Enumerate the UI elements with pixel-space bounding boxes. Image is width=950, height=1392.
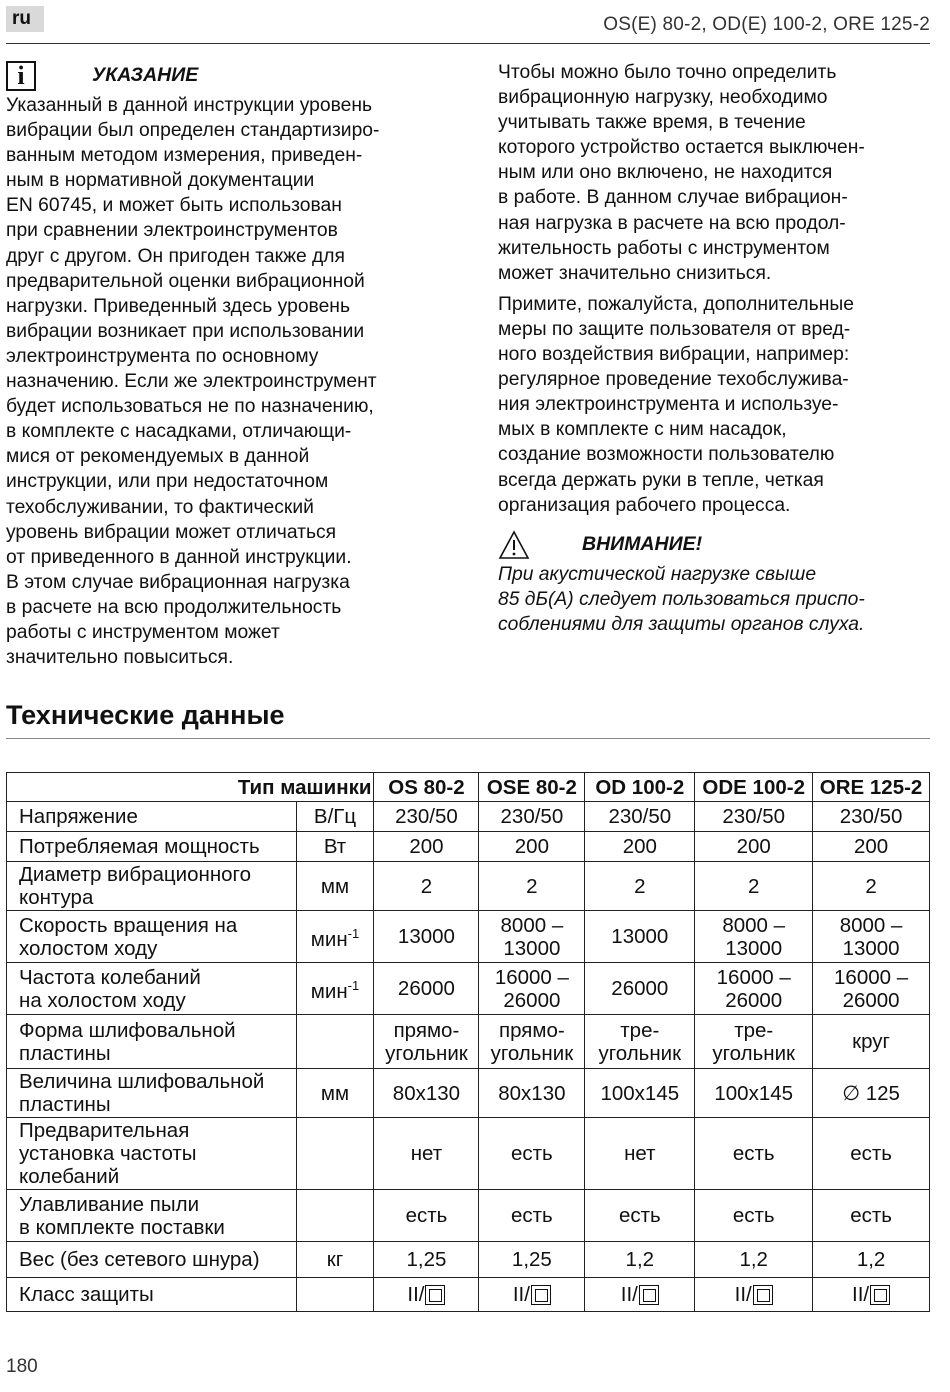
value-line: 80x130 xyxy=(498,1081,566,1105)
parameter-name-line: на холостом ходу xyxy=(19,988,186,1012)
right-paragraph-1-line: ная нагрузка в расчете на всю продол- xyxy=(498,212,846,234)
spec-value xyxy=(374,1069,479,1118)
value-line: 2 xyxy=(634,874,646,898)
spec-table xyxy=(6,772,930,1312)
note-line: в комплекте с насадками, отличающи- xyxy=(6,421,352,443)
note-line: будет использоваться не по назначению, xyxy=(6,396,374,418)
value-line: 200 xyxy=(514,835,549,858)
value-line: 16000 – xyxy=(716,965,791,989)
parameter-name-line: Скорость вращения на xyxy=(19,913,238,937)
value-line: угольник xyxy=(598,1041,682,1065)
value-line: 26000 xyxy=(611,977,669,1000)
spec-value xyxy=(813,802,930,832)
spec-value xyxy=(374,862,479,911)
header-models: OS(E) 80-2, OD(E) 100-2, ORE 125-2 xyxy=(603,14,930,35)
parameter-name-line: Потребляемая мощность xyxy=(19,835,260,858)
value-line: 13000 xyxy=(842,936,900,960)
note-line: от приведенного в данной инструкции. xyxy=(6,546,352,568)
spec-parameter-name xyxy=(7,963,297,1015)
value-line: 1,2 xyxy=(739,1248,768,1271)
model-header: ORE 125-2 xyxy=(813,773,930,802)
spec-value xyxy=(695,862,813,911)
parameter-name-line: холостом ходу xyxy=(19,936,158,960)
spec-row xyxy=(7,1015,930,1069)
note-line: мися от рекомендуемых в данной xyxy=(6,446,310,468)
double-insulation-icon xyxy=(753,1285,773,1305)
value-line: 200 xyxy=(736,835,771,858)
spec-value xyxy=(695,1190,813,1242)
note-line: вибрации возникает при использовании xyxy=(6,320,365,342)
spec-value xyxy=(813,862,930,911)
right-paragraph-1-line: Чтобы можно было точно определить xyxy=(498,62,837,83)
spec-row xyxy=(7,911,930,963)
right-paragraph-1-line: которого устройство остается выключен- xyxy=(498,137,865,159)
spec-value xyxy=(479,802,585,832)
note-line: работы с инструментом может xyxy=(6,621,280,643)
spec-parameter-name xyxy=(7,1118,297,1190)
spec-unit xyxy=(296,1278,374,1312)
spec-value xyxy=(374,802,479,832)
spec-value: II/ xyxy=(479,1278,585,1312)
right-paragraph-1-line: может значительно снизиться. xyxy=(498,262,772,284)
spec-value xyxy=(479,1118,585,1190)
warning-text xyxy=(498,562,938,637)
note-line: при сравнении электроинструментов xyxy=(6,220,338,242)
spec-value xyxy=(585,963,695,1015)
spec-unit: мин$^{-1}$ xyxy=(296,963,374,1015)
right-paragraph-1-line: учитывать также время, в течение xyxy=(498,112,806,134)
value-line: 2 xyxy=(865,874,877,898)
spec-value xyxy=(374,1118,479,1190)
right-paragraph-2-line: ния электроинструмента и используе- xyxy=(498,394,839,416)
language-badge: ru xyxy=(6,6,44,32)
spec-parameter-name xyxy=(7,832,297,862)
warning-line: При акустической нагрузке свыше xyxy=(498,563,817,585)
model-header: OD 100-2 xyxy=(585,773,695,802)
spec-value xyxy=(479,1242,585,1278)
spec-parameter-name xyxy=(7,1015,297,1069)
value-line: 1,25 xyxy=(511,1248,552,1271)
right-paragraph-2 xyxy=(498,292,938,518)
spec-row xyxy=(7,963,930,1015)
page-number: 180 xyxy=(6,1356,38,1377)
spec-value xyxy=(695,1242,813,1278)
value-line: 26000 xyxy=(397,977,455,1000)
double-insulation-icon xyxy=(425,1285,445,1305)
spec-value xyxy=(813,1190,930,1242)
spec-value xyxy=(479,832,585,862)
spec-row xyxy=(7,1242,930,1278)
value-line: 2 xyxy=(420,874,433,898)
value-line: 13000 xyxy=(503,936,561,960)
spec-parameter-name xyxy=(7,862,297,911)
spec-row xyxy=(7,1190,930,1242)
value-line: 230/50 xyxy=(722,805,786,828)
note-column xyxy=(6,60,446,670)
value-line: 1,2 xyxy=(625,1248,655,1271)
value-line: 13000 xyxy=(725,936,783,960)
warning-title: ВНИМАНИЕ! xyxy=(582,533,703,556)
right-paragraph-1-line: ным или оно включено, не находится xyxy=(498,162,833,184)
parameter-name-line: Напряжение xyxy=(19,805,138,828)
value-line: 2 xyxy=(526,874,538,898)
value-line: 1,25 xyxy=(406,1248,447,1271)
value-line: 230/50 xyxy=(608,805,672,828)
double-insulation-icon xyxy=(870,1285,890,1305)
parameter-name-line: установка частоты xyxy=(19,1142,197,1165)
spec-value xyxy=(585,911,695,963)
value-line: есть xyxy=(850,1204,892,1227)
spec-value: II/ xyxy=(695,1278,813,1312)
warning-heading xyxy=(498,528,938,562)
value-line: угольник xyxy=(712,1041,796,1065)
spec-value: II/ xyxy=(374,1278,479,1312)
spec-value xyxy=(695,832,813,862)
parameter-name-line: пластины xyxy=(19,1093,111,1116)
parameter-name-line: контура xyxy=(19,886,94,909)
machine-type-label: Тип машинки xyxy=(7,773,374,802)
spec-value: II/ xyxy=(813,1278,930,1312)
spec-parameter-name xyxy=(7,802,297,832)
value-line: есть xyxy=(511,1142,553,1165)
info-icon: i xyxy=(6,61,36,91)
note-line: техобслуживании, то фактический xyxy=(6,496,314,518)
warning-line: 85 дБ(А) следует пользоваться приспо- xyxy=(498,588,865,610)
parameter-name-line: Величина шлифовальной xyxy=(19,1070,265,1093)
right-paragraph-2-line: ного воздействия вибрации, например: xyxy=(498,344,850,366)
spec-value xyxy=(813,1118,930,1190)
value-line: прямо- xyxy=(499,1018,565,1042)
spec-value xyxy=(813,911,930,963)
spec-value xyxy=(374,1242,479,1278)
parameter-name-line: Вес (без сетевого шнура) xyxy=(19,1248,260,1271)
spec-value xyxy=(813,1015,930,1069)
spec-unit: мм xyxy=(296,862,374,911)
warning-triangle-icon xyxy=(498,530,530,560)
spec-value xyxy=(585,802,695,832)
spec-unit: мин$^{-1}$ xyxy=(296,911,374,963)
spec-value xyxy=(585,1190,695,1242)
spec-parameter-name xyxy=(7,1069,297,1118)
spec-value xyxy=(813,1242,930,1278)
right-paragraph-1-line: в работе. В данном случае вибрацион- xyxy=(498,187,848,209)
value-line: 13000 xyxy=(397,925,455,948)
spec-value xyxy=(479,963,585,1015)
spec-value xyxy=(695,1015,813,1069)
note-line: электроинструмента по основному xyxy=(6,345,319,367)
note-line: EN 60745, и может быть использован xyxy=(6,195,342,217)
right-paragraph-2-line: меры по защите пользователя от вред- xyxy=(498,318,851,340)
spec-unit xyxy=(296,1190,374,1242)
parameter-name-line: Класс защиты xyxy=(19,1283,154,1306)
spec-value xyxy=(479,1015,585,1069)
value-line: прямо- xyxy=(393,1018,460,1042)
spec-value xyxy=(813,963,930,1015)
parameter-name-line: колебаний xyxy=(19,1165,120,1188)
note-heading xyxy=(6,60,446,92)
note-title: УКАЗАНИЕ xyxy=(92,64,199,87)
value-line: есть xyxy=(850,1142,892,1165)
header-divider xyxy=(6,43,930,44)
note-line: Указанный в данной инструкции уровень xyxy=(6,95,373,116)
value-line: тре- xyxy=(620,1018,660,1042)
right-paragraph-1 xyxy=(498,60,938,286)
spec-value xyxy=(585,832,695,862)
model-header: ODE 100-2 xyxy=(695,773,813,802)
spec-value xyxy=(479,1069,585,1118)
spec-row xyxy=(7,862,930,911)
spec-value xyxy=(374,911,479,963)
value-line: есть xyxy=(732,1142,775,1165)
note-line: В этом случае вибрационная нагрузка xyxy=(6,571,350,593)
value-line: 80x130 xyxy=(392,1081,461,1105)
model-header: OSE 80-2 xyxy=(479,773,585,802)
spec-row xyxy=(7,1278,930,1312)
note-text xyxy=(6,93,446,670)
spec-unit: Вт xyxy=(296,832,374,862)
note-line: в расчете на всю продолжительность xyxy=(6,596,342,618)
spec-value xyxy=(585,862,695,911)
note-line: назначению. Если же электроинструмент xyxy=(6,371,377,393)
note-line: ным в нормативной документации xyxy=(6,170,315,192)
value-line: 230/50 xyxy=(839,805,903,828)
value-line: 200 xyxy=(622,835,657,858)
note-line: предварительной оценки вибрационной xyxy=(6,270,365,292)
value-line: угольник xyxy=(385,1041,468,1065)
value-line: 8000 – xyxy=(722,913,786,937)
parameter-name-line: Форма шлифовальной xyxy=(19,1018,236,1042)
value-line: 26000 xyxy=(842,988,900,1012)
note-line: друг с другом. Он пригоден также для xyxy=(6,245,346,267)
note-line: ванным методом измерения, приведен- xyxy=(6,145,363,167)
value-line: есть xyxy=(511,1204,553,1227)
value-line: 16000 – xyxy=(494,965,569,989)
spec-value xyxy=(585,1242,695,1278)
spec-value xyxy=(695,802,813,832)
right-paragraph-2-line: всегда держать руки в тепле, четкая xyxy=(498,469,824,491)
right-paragraph-2-line: регулярное проведение техобслужива- xyxy=(498,369,849,391)
value-line: 26000 xyxy=(725,988,783,1012)
value-line: есть xyxy=(732,1204,775,1227)
parameter-name-line: пластины xyxy=(19,1041,111,1065)
value-line: 200 xyxy=(853,835,889,858)
spec-parameter-name xyxy=(7,1190,297,1242)
spec-value xyxy=(695,1069,813,1118)
spec-value xyxy=(374,832,479,862)
note-line: нагрузки. Приведенный здесь уровень xyxy=(6,295,350,317)
value-line: 8000 – xyxy=(839,913,903,937)
note-line: уровень вибрации может отличаться xyxy=(6,521,337,543)
spec-value xyxy=(585,1015,695,1069)
spec-unit: кг xyxy=(296,1242,374,1278)
spec-value xyxy=(374,1190,479,1242)
spec-row xyxy=(7,1118,930,1190)
value-line: 2 xyxy=(748,874,760,898)
spec-value xyxy=(695,1118,813,1190)
parameter-name-line: Предварительная xyxy=(19,1119,190,1142)
parameter-name-line: Улавливание пыли xyxy=(19,1192,200,1216)
value-line: есть xyxy=(405,1204,448,1227)
spec-row xyxy=(7,1069,930,1118)
value-line: 26000 xyxy=(503,988,561,1012)
value-line: 100x145 xyxy=(600,1081,680,1105)
spec-value xyxy=(374,963,479,1015)
spec-row xyxy=(7,832,930,862)
spec-value xyxy=(479,1190,585,1242)
spec-value xyxy=(585,1118,695,1190)
value-line: 16000 – xyxy=(834,965,909,989)
warning-line: соблениями для защиты органов слуха. xyxy=(498,613,865,635)
value-line: нет xyxy=(624,1142,656,1165)
spec-value xyxy=(479,862,585,911)
value-line: 230/50 xyxy=(395,805,458,828)
value-line: есть xyxy=(618,1204,661,1227)
right-paragraph-1-line: вибрационную нагрузку, необходимо xyxy=(498,87,828,109)
spec-parameter-name xyxy=(7,1278,297,1312)
right-paragraph-2-line: организация рабочего процесса. xyxy=(498,494,791,516)
right-column xyxy=(498,60,938,637)
right-paragraph-2-line: создание возможности пользователю xyxy=(498,444,835,466)
spec-value: II/ xyxy=(585,1278,695,1312)
double-insulation-icon xyxy=(639,1285,659,1305)
spec-unit xyxy=(296,1015,374,1069)
note-line: вибрации был определен стандартизиро- xyxy=(6,120,380,142)
spec-parameter-name xyxy=(7,911,297,963)
value-line: 230/50 xyxy=(500,805,564,828)
right-paragraph-2-line: мых в комплекте с ним насадок, xyxy=(498,419,787,441)
model-header: OS 80-2 xyxy=(374,773,479,802)
value-line: 8000 – xyxy=(500,913,564,937)
spec-parameter-name xyxy=(7,1242,297,1278)
spec-header-row xyxy=(7,773,930,802)
parameter-name-line: в комплекте поставки xyxy=(19,1215,225,1239)
right-paragraph-2-line: Примите, пожалуйста, дополнительные xyxy=(498,293,854,315)
value-line: 1,2 xyxy=(856,1248,886,1271)
spec-value xyxy=(479,911,585,963)
value-line: 100x145 xyxy=(714,1081,794,1105)
right-paragraph-1-line: жительность работы с инструментом xyxy=(498,237,830,259)
value-line: 13000 xyxy=(611,925,669,948)
section-title: Технические данные xyxy=(6,700,285,730)
double-insulation-icon xyxy=(531,1285,551,1305)
value-line: ∅ 125 xyxy=(842,1081,900,1105)
value-line: нет xyxy=(410,1142,443,1165)
value-line: тре- xyxy=(734,1018,774,1042)
spec-value xyxy=(374,1015,479,1069)
note-line: значительно повыситься. xyxy=(6,647,234,669)
spec-value xyxy=(813,832,930,862)
value-line: 200 xyxy=(409,835,444,858)
parameter-name-line: Частота колебаний xyxy=(19,965,201,989)
spec-value xyxy=(585,1069,695,1118)
spec-body xyxy=(7,802,930,1312)
spec-value xyxy=(695,911,813,963)
spec-row xyxy=(7,802,930,832)
spec-unit: В/Гц xyxy=(296,802,374,832)
spec-unit: мм xyxy=(296,1069,374,1118)
value-line: круг xyxy=(852,1030,890,1053)
note-line: инструкции, или при недостаточном xyxy=(6,471,329,493)
section-divider xyxy=(6,738,930,739)
spec-value xyxy=(813,1069,930,1118)
spec-unit xyxy=(296,1118,374,1190)
value-line: угольник xyxy=(490,1041,574,1065)
spec-value xyxy=(695,963,813,1015)
parameter-name-line: Диаметр вибрационного xyxy=(19,863,251,886)
